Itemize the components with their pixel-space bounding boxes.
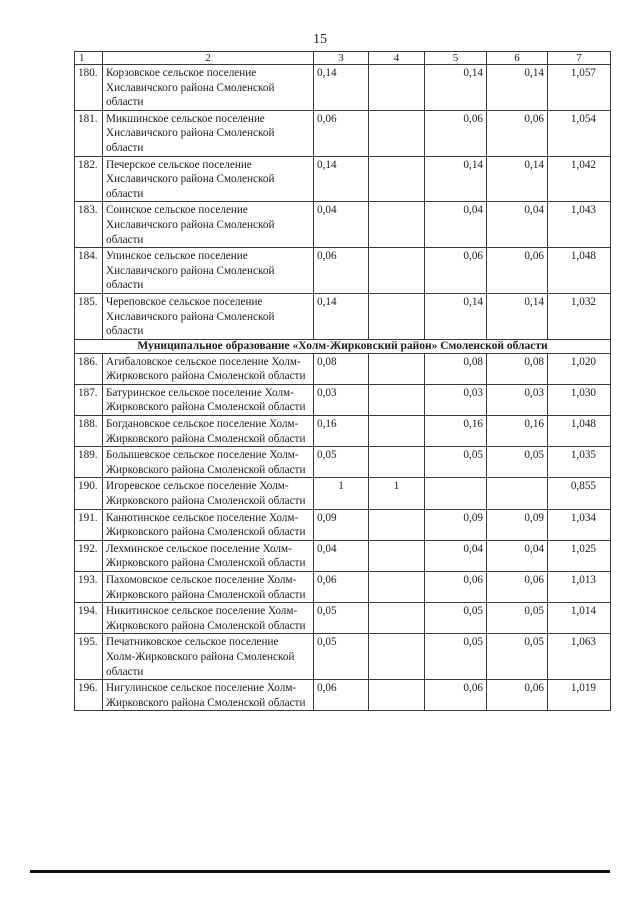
value-col-5: 0,06: [425, 680, 487, 711]
value-col-7: 1,048: [548, 416, 611, 447]
value-col-7: 1,063: [548, 634, 611, 680]
settlement-name: Печатниковское сельское поселение Холм-Жирковского района Смоленской области: [103, 634, 314, 680]
value-col-5: 0,06: [425, 248, 487, 294]
value-col-3: 0,14: [314, 293, 369, 339]
value-col-4: [369, 447, 425, 478]
value-col-4: [369, 248, 425, 294]
value-col-3: 0,08: [314, 353, 369, 384]
value-col-5: 0,04: [425, 540, 487, 571]
column-number-4: 4: [369, 52, 425, 65]
value-col-5: 0,05: [425, 634, 487, 680]
value-col-7: 1,057: [548, 65, 611, 111]
settlement-name: Никитинское сельское поселение Холм-Жирковского района Смоленской области: [103, 603, 314, 634]
settlement-name: Агибаловское сельское поселение Холм-Жирковского района Смоленской области: [103, 353, 314, 384]
value-col-6: 0,03: [487, 384, 548, 415]
settlement-name: Корзовское сельское поселение Хиславичского района Смоленской области: [103, 65, 314, 111]
value-col-5: 0,14: [425, 156, 487, 202]
table-row: [75, 634, 611, 680]
table-row: [75, 416, 611, 447]
section-row: [75, 339, 611, 353]
value-col-3: 0,16: [314, 416, 369, 447]
value-col-6: 0,04: [487, 202, 548, 248]
value-col-7: 0,855: [548, 478, 611, 509]
settlement-name: Печерское сельское поселение Хиславичского района Смоленской области: [103, 156, 314, 202]
value-col-5: 0,08: [425, 353, 487, 384]
settlement-name: Нигулинское сельское поселение Холм-Жирковского района Смоленской области: [103, 680, 314, 711]
value-col-7: 1,014: [548, 603, 611, 634]
value-col-6: 0,06: [487, 248, 548, 294]
value-col-4: [369, 572, 425, 603]
value-col-4: [369, 680, 425, 711]
value-col-4: [369, 416, 425, 447]
column-number-3: 3: [314, 52, 369, 65]
row-number: 188.: [75, 416, 103, 447]
value-col-4: [369, 65, 425, 111]
value-col-3: 0,05: [314, 603, 369, 634]
row-number: 196.: [75, 680, 103, 711]
table-row: [75, 248, 611, 294]
row-number: 180.: [75, 65, 103, 111]
table-row: [75, 156, 611, 202]
value-col-5: 0,04: [425, 202, 487, 248]
settlement-name: Игоревское сельское поселение Холм-Жирковского района Смоленской области: [103, 478, 314, 509]
table-row: [75, 509, 611, 540]
row-number: 191.: [75, 509, 103, 540]
bottom-rule: [30, 870, 610, 873]
value-col-5: [425, 478, 487, 509]
value-col-4: [369, 540, 425, 571]
value-col-5: 0,05: [425, 603, 487, 634]
table-row: [75, 293, 611, 339]
value-col-6: 0,08: [487, 353, 548, 384]
value-col-6: 0,05: [487, 447, 548, 478]
value-col-4: [369, 293, 425, 339]
value-col-5: 0,03: [425, 384, 487, 415]
value-col-6: 0,04: [487, 540, 548, 571]
value-col-5: 0,06: [425, 110, 487, 156]
value-col-3: 0,05: [314, 634, 369, 680]
value-col-4: [369, 634, 425, 680]
row-number: 192.: [75, 540, 103, 571]
value-col-7: 1,032: [548, 293, 611, 339]
table-row: [75, 603, 611, 634]
value-col-5: 0,06: [425, 572, 487, 603]
value-col-6: 0,09: [487, 509, 548, 540]
value-col-7: 1,013: [548, 572, 611, 603]
value-col-3: 0,14: [314, 65, 369, 111]
row-number: 185.: [75, 293, 103, 339]
table-row: [75, 540, 611, 571]
value-col-7: 1,035: [548, 447, 611, 478]
table-row: [75, 680, 611, 711]
value-col-3: 0,09: [314, 509, 369, 540]
row-number: 194.: [75, 603, 103, 634]
value-col-6: 0,14: [487, 293, 548, 339]
value-col-6: 0,05: [487, 603, 548, 634]
value-col-6: 0,16: [487, 416, 548, 447]
row-number: 184.: [75, 248, 103, 294]
settlement-name: Соинское сельское поселение Хиславичского района Смоленской области: [103, 202, 314, 248]
column-number-7: 7: [548, 52, 611, 65]
table-row: [75, 110, 611, 156]
value-col-6: 0,14: [487, 65, 548, 111]
table-row: [75, 447, 611, 478]
value-col-6: 0,06: [487, 572, 548, 603]
value-col-5: 0,16: [425, 416, 487, 447]
row-number: 190.: [75, 478, 103, 509]
value-col-7: 1,030: [548, 384, 611, 415]
column-number-row: [75, 52, 611, 65]
value-col-7: 1,019: [548, 680, 611, 711]
value-col-4: [369, 202, 425, 248]
column-number-6: 6: [487, 52, 548, 65]
value-col-7: 1,054: [548, 110, 611, 156]
value-col-7: 1,048: [548, 248, 611, 294]
coefficients-table: [74, 51, 611, 711]
settlement-name: Лехминское сельское поселение Холм-Жирковского района Смоленской области: [103, 540, 314, 571]
value-col-7: 1,025: [548, 540, 611, 571]
settlement-name: Канютинское сельское поселение Холм-Жирковского района Смоленской области: [103, 509, 314, 540]
value-col-3: 0,06: [314, 110, 369, 156]
value-col-4: [369, 110, 425, 156]
value-col-6: 0,06: [487, 110, 548, 156]
settlement-name: Упинское сельское поселение Хиславичского района Смоленской области: [103, 248, 314, 294]
value-col-4: [369, 156, 425, 202]
row-number: 181.: [75, 110, 103, 156]
column-number-5: 5: [425, 52, 487, 65]
table-row: [75, 202, 611, 248]
value-col-3: 0,05: [314, 447, 369, 478]
table-row: [75, 478, 611, 509]
value-col-3: 0,06: [314, 248, 369, 294]
row-number: 189.: [75, 447, 103, 478]
section-title: Муниципальное образование «Холм-Жирковский район» Смоленской области: [75, 339, 611, 353]
row-number: 187.: [75, 384, 103, 415]
table-row: [75, 384, 611, 415]
table-row: [75, 65, 611, 111]
value-col-3: 0,06: [314, 680, 369, 711]
value-col-3: 0,04: [314, 540, 369, 571]
value-col-7: 1,043: [548, 202, 611, 248]
row-number: 182.: [75, 156, 103, 202]
value-col-5: 0,05: [425, 447, 487, 478]
settlement-name: Батуринское сельское поселение Холм-Жирковского района Смоленской области: [103, 384, 314, 415]
settlement-name: Богдановское сельское поселение Холм-Жирковского района Смоленской области: [103, 416, 314, 447]
value-col-3: 0,06: [314, 572, 369, 603]
value-col-4: [369, 353, 425, 384]
row-number: 193.: [75, 572, 103, 603]
value-col-4: 1: [369, 478, 425, 509]
row-number: 195.: [75, 634, 103, 680]
settlement-name: Болышевское сельское поселение Холм-Жирковского района Смоленской области: [103, 447, 314, 478]
value-col-7: 1,020: [548, 353, 611, 384]
settlement-name: Микшинское сельское поселение Хиславичского района Смоленской области: [103, 110, 314, 156]
value-col-7: 1,034: [548, 509, 611, 540]
value-col-4: [369, 603, 425, 634]
page-number: 15: [313, 32, 327, 47]
column-number-1: 1: [75, 52, 103, 65]
value-col-6: 0,14: [487, 156, 548, 202]
value-col-4: [369, 509, 425, 540]
value-col-3: 1: [314, 478, 369, 509]
value-col-4: [369, 384, 425, 415]
row-number: 186.: [75, 353, 103, 384]
settlement-name: Пахомовское сельское поселение Холм-Жирковского района Смоленской области: [103, 572, 314, 603]
settlement-name: Череповское сельское поселение Хиславичского района Смоленской области: [103, 293, 314, 339]
column-number-2: 2: [103, 52, 314, 65]
value-col-6: 0,06: [487, 680, 548, 711]
value-col-6: 0,05: [487, 634, 548, 680]
row-number: 183.: [75, 202, 103, 248]
value-col-3: 0,14: [314, 156, 369, 202]
value-col-5: 0,14: [425, 293, 487, 339]
value-col-7: 1,042: [548, 156, 611, 202]
value-col-5: 0,09: [425, 509, 487, 540]
table-body: [75, 52, 611, 711]
table-row: [75, 353, 611, 384]
value-col-3: 0,04: [314, 202, 369, 248]
value-col-5: 0,14: [425, 65, 487, 111]
table-row: [75, 572, 611, 603]
value-col-3: 0,03: [314, 384, 369, 415]
value-col-6: [487, 478, 548, 509]
